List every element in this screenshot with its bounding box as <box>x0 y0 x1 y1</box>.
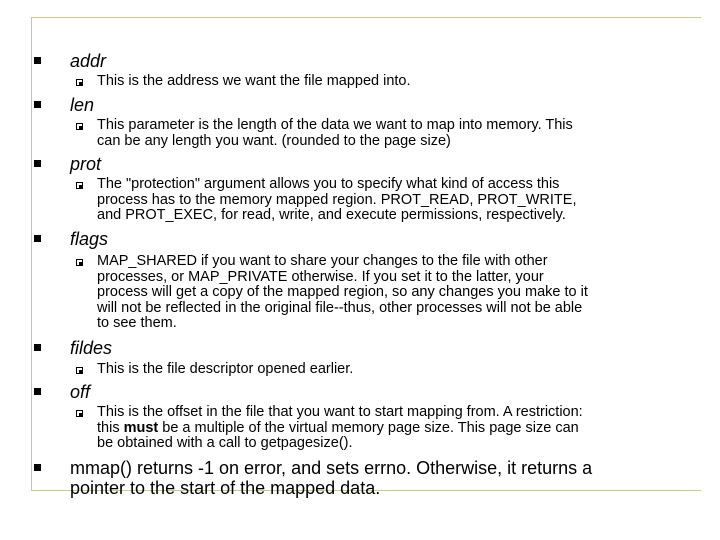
hollow-square-bullet-icon <box>76 367 83 374</box>
param-prot <box>70 154 690 174</box>
param-len-desc <box>97 118 679 149</box>
desc-line: processes, or MAP_PRIVATE otherwise. If you set it to the latter, your <box>97 268 544 285</box>
desc-line <box>97 421 679 437</box>
hollow-square-bullet-icon <box>76 182 83 189</box>
param-flags-desc <box>97 254 679 332</box>
param-off <box>70 382 690 402</box>
square-bullet-icon <box>34 464 41 471</box>
desc-line: process has to the memory mapped region. PROT_READ, PROT_WRITE, <box>97 191 577 208</box>
desc-emphasis: must <box>123 419 159 436</box>
param-name: prot <box>70 154 102 174</box>
square-bullet-icon <box>34 101 41 108</box>
desc-line: and PROT_EXEC, for read, write, and execute permissions, respectively. <box>97 207 566 223</box>
desc-line: be obtained with a call to getpagesize(). <box>97 435 353 451</box>
summary <box>70 458 690 498</box>
param-name: len <box>70 95 95 115</box>
summary-line: mmap() returns -1 on error, and sets errno. Otherwise, it returns a <box>70 458 593 478</box>
desc-fragment: be a multiple of the virtual memory page size. This page size can <box>158 419 579 436</box>
square-bullet-icon <box>34 57 41 64</box>
slide-frame-left-rule <box>31 17 32 491</box>
param-addr <box>70 51 690 71</box>
slide-frame-top-rule <box>31 17 701 18</box>
param-name: off <box>70 382 91 402</box>
desc-line: will not be reflected in the original file--thus, other processes will not be able <box>97 299 583 316</box>
desc-line: This is the offset in the file that you want to start mapping from. A restriction: <box>97 404 583 420</box>
desc-line: This is the address we want the file mapped into. <box>97 73 411 89</box>
square-bullet-icon <box>34 344 41 351</box>
param-fildes <box>70 338 690 358</box>
desc-line: process will get a copy of the mapped region, so any changes you make to it <box>97 284 588 300</box>
hollow-square-bullet-icon <box>76 410 83 417</box>
param-flags <box>70 229 690 249</box>
desc-line: The "protection" argument allows you to specify what kind of access this <box>97 176 560 192</box>
param-prot-desc <box>97 177 679 224</box>
param-fildes-desc <box>97 362 679 378</box>
hollow-square-bullet-icon <box>76 79 83 86</box>
square-bullet-icon <box>34 388 41 395</box>
hollow-square-bullet-icon <box>76 123 83 130</box>
desc-fragment: this <box>97 419 124 436</box>
desc-line: This parameter is the length of the data we want to map into memory. This <box>97 117 573 133</box>
param-name: fildes <box>70 338 113 358</box>
param-name: flags <box>70 229 109 249</box>
param-name: addr <box>70 51 107 71</box>
summary-line: pointer to the start of the mapped data. <box>70 478 381 498</box>
desc-line: to see them. <box>97 315 177 331</box>
desc-line: can be any length you want. (rounded to the page size) <box>97 132 451 149</box>
desc-line: This is the file descriptor opened earlier. <box>97 361 354 377</box>
square-bullet-icon <box>34 235 41 242</box>
param-off-desc <box>97 405 679 452</box>
square-bullet-icon <box>34 160 41 167</box>
param-addr-desc <box>97 74 679 90</box>
param-len <box>70 95 690 115</box>
hollow-square-bullet-icon <box>76 259 83 266</box>
desc-line: MAP_SHARED if you want to share your changes to the file with other <box>97 253 548 269</box>
